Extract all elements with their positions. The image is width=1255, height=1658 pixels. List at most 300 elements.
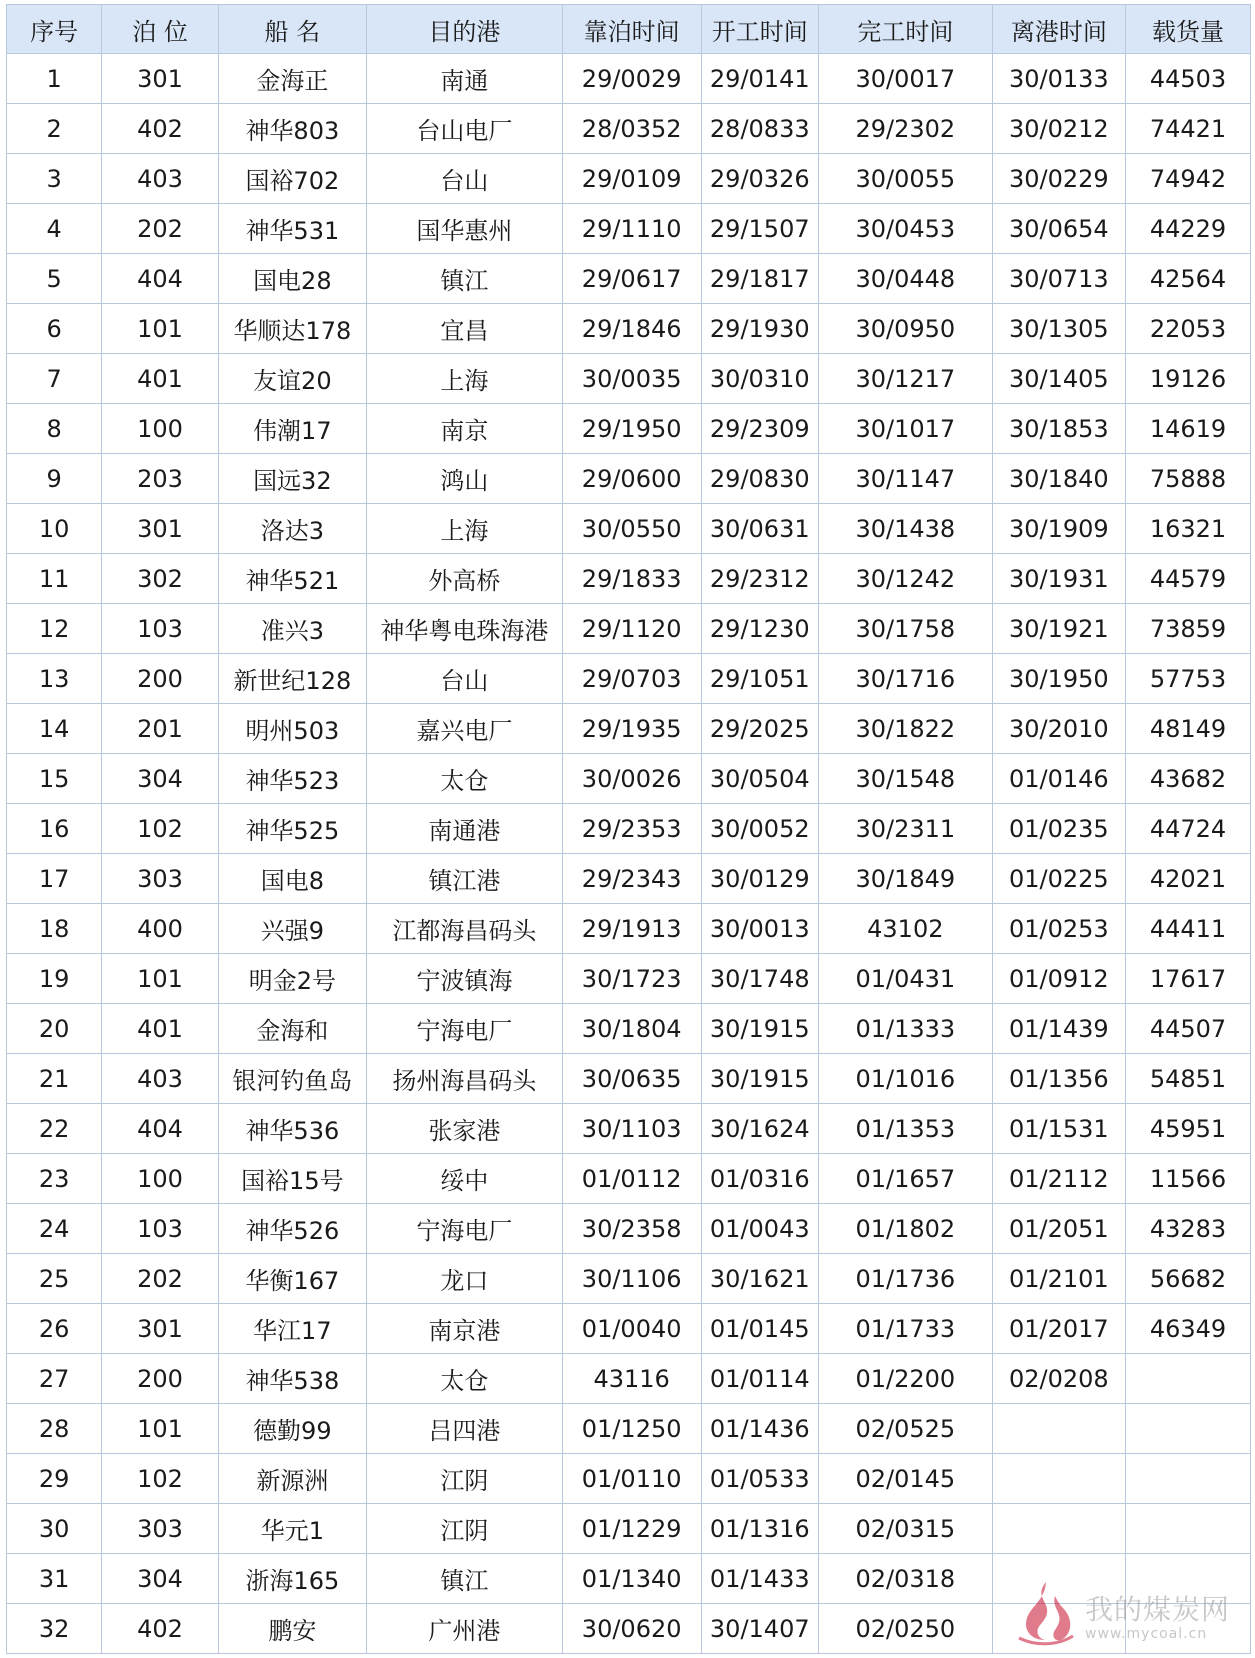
table-row: [7, 1004, 1251, 1054]
table-row: [7, 304, 1251, 354]
cell-berthing-time: 29/1110: [562, 204, 701, 254]
cell-start-time: 30/0310: [701, 354, 819, 404]
cell-berthing-time: 29/1833: [562, 554, 701, 604]
cell-ship-name: 神华531: [218, 204, 366, 254]
cell-departure-time: 30/1950: [992, 654, 1125, 704]
cell-finish-time: 30/1716: [819, 654, 993, 704]
cell-departure-time: 01/0225: [992, 854, 1125, 904]
cell-ship-name: 友谊20: [218, 354, 366, 404]
cell-start-time: 29/0141: [701, 54, 819, 104]
cell-ship-name: 国远32: [218, 454, 366, 504]
cell-ship-name: 神华803: [218, 104, 366, 154]
cell-departure-time: 01/2101: [992, 1254, 1125, 1304]
cell-destination: 龙口: [366, 1254, 562, 1304]
cell-finish-time: 01/1016: [819, 1054, 993, 1104]
cell-berthing-time: 30/0620: [562, 1604, 701, 1654]
cell-start-time: 01/0316: [701, 1154, 819, 1204]
cell-start-time: 29/1507: [701, 204, 819, 254]
cell-departure-time: 01/2112: [992, 1154, 1125, 1204]
cell-destination: 太仓: [366, 1354, 562, 1404]
cell-ship-name: 国电8: [218, 854, 366, 904]
col-header-finish-time: 完工时间: [819, 5, 993, 54]
cell-start-time: 29/2312: [701, 554, 819, 604]
cell-destination: 外高桥: [366, 554, 562, 604]
cell-berth: 304: [102, 1554, 218, 1604]
cell-finish-time: 30/0055: [819, 154, 993, 204]
cell-destination: 南京: [366, 404, 562, 454]
cell-berth: 403: [102, 1054, 218, 1104]
cell-start-time: 01/1316: [701, 1504, 819, 1554]
cell-berthing-time: 01/1229: [562, 1504, 701, 1554]
cell-berthing-time: 29/1120: [562, 604, 701, 654]
cell-start-time: 30/0504: [701, 754, 819, 804]
table-header-row: [7, 5, 1251, 54]
table-row: [7, 1054, 1251, 1104]
cell-index: 15: [7, 754, 102, 804]
cell-cargo: 48149: [1126, 704, 1251, 754]
cell-ship-name: 金海和: [218, 1004, 366, 1054]
cell-finish-time: 02/0145: [819, 1454, 993, 1504]
cell-cargo: 44724: [1126, 804, 1251, 854]
cell-berthing-time: 29/1913: [562, 904, 701, 954]
cell-destination: 宁海电厂: [366, 1204, 562, 1254]
table-row: [7, 1454, 1251, 1504]
cell-destination: 扬州海昌码头: [366, 1054, 562, 1104]
cell-cargo: 16321: [1126, 504, 1251, 554]
cell-berth: 302: [102, 554, 218, 604]
cell-destination: 上海: [366, 504, 562, 554]
cell-start-time: 01/0114: [701, 1354, 819, 1404]
cell-destination: 江阴: [366, 1504, 562, 1554]
cell-destination: 宁海电厂: [366, 1004, 562, 1054]
cell-cargo: 45951: [1126, 1104, 1251, 1154]
col-header-cargo: 载货量: [1126, 5, 1251, 54]
cell-start-time: 29/1930: [701, 304, 819, 354]
cell-berthing-time: 30/1103: [562, 1104, 701, 1154]
cell-berth: 102: [102, 804, 218, 854]
cell-destination: 镇江港: [366, 854, 562, 904]
cell-ship-name: 国裕15号: [218, 1154, 366, 1204]
cell-start-time: 28/0833: [701, 104, 819, 154]
cell-index: 26: [7, 1304, 102, 1354]
cell-index: 13: [7, 654, 102, 704]
cell-berthing-time: 30/0550: [562, 504, 701, 554]
cell-finish-time: 30/2311: [819, 804, 993, 854]
cell-finish-time: 01/0431: [819, 954, 993, 1004]
table-row: [7, 1304, 1251, 1354]
cell-berth: 103: [102, 1204, 218, 1254]
table-row: [7, 1504, 1251, 1554]
cell-ship-name: 新源洲: [218, 1454, 366, 1504]
cell-departure-time: [992, 1454, 1125, 1504]
cell-index: 20: [7, 1004, 102, 1054]
cell-cargo: 43682: [1126, 754, 1251, 804]
cell-destination: 南通: [366, 54, 562, 104]
cell-berth: 202: [102, 1254, 218, 1304]
cell-berthing-time: 30/1723: [562, 954, 701, 1004]
cell-berth: 202: [102, 204, 218, 254]
cell-departure-time: 30/0713: [992, 254, 1125, 304]
cell-departure-time: 01/0253: [992, 904, 1125, 954]
cell-index: 2: [7, 104, 102, 154]
cell-cargo: 14619: [1126, 404, 1251, 454]
table-row: [7, 654, 1251, 704]
cell-start-time: 01/1433: [701, 1554, 819, 1604]
cell-index: 31: [7, 1554, 102, 1604]
cell-finish-time: 02/0250: [819, 1604, 993, 1654]
table-row: [7, 404, 1251, 454]
table-row: [7, 754, 1251, 804]
cell-finish-time: 01/1802: [819, 1204, 993, 1254]
cell-departure-time: 30/1853: [992, 404, 1125, 454]
cell-index: 11: [7, 554, 102, 604]
cell-berthing-time: 43116: [562, 1354, 701, 1404]
cell-berthing-time: 01/0112: [562, 1154, 701, 1204]
cell-departure-time: 30/1909: [992, 504, 1125, 554]
cell-departure-time: 30/1305: [992, 304, 1125, 354]
cell-destination: 宁波镇海: [366, 954, 562, 1004]
cell-departure-time: [992, 1404, 1125, 1454]
cell-start-time: 30/1915: [701, 1054, 819, 1104]
cell-berth: 301: [102, 1304, 218, 1354]
cell-berthing-time: 29/0703: [562, 654, 701, 704]
cell-index: 19: [7, 954, 102, 1004]
cell-destination: 国华惠州: [366, 204, 562, 254]
cell-cargo: 11566: [1126, 1154, 1251, 1204]
cell-berthing-time: 30/2358: [562, 1204, 701, 1254]
cell-finish-time: 30/1242: [819, 554, 993, 604]
cell-index: 29: [7, 1454, 102, 1504]
cell-finish-time: 30/1438: [819, 504, 993, 554]
cell-berth: 100: [102, 1154, 218, 1204]
cell-cargo: 74421: [1126, 104, 1251, 154]
cell-cargo: 56682: [1126, 1254, 1251, 1304]
cell-finish-time: 02/0315: [819, 1504, 993, 1554]
cell-cargo: 54851: [1126, 1054, 1251, 1104]
cell-berthing-time: 29/1950: [562, 404, 701, 454]
cell-destination: 江阴: [366, 1454, 562, 1504]
cell-cargo: 22053: [1126, 304, 1251, 354]
cell-destination: 台山: [366, 654, 562, 704]
cell-berthing-time: 30/1106: [562, 1254, 701, 1304]
cell-departure-time: 30/0212: [992, 104, 1125, 154]
flame-logo-icon: [1011, 1578, 1081, 1650]
watermark: [1003, 1578, 1243, 1650]
cell-ship-name: 神华536: [218, 1104, 366, 1154]
cell-departure-time: 30/1931: [992, 554, 1125, 604]
col-header-berthing-time: 靠泊时间: [562, 5, 701, 54]
cell-berthing-time: 29/1846: [562, 304, 701, 354]
cell-finish-time: 30/1147: [819, 454, 993, 504]
cell-index: 23: [7, 1154, 102, 1204]
cell-berthing-time: 29/0109: [562, 154, 701, 204]
cell-ship-name: 神华526: [218, 1204, 366, 1254]
cell-ship-name: 神华525: [218, 804, 366, 854]
cell-index: 25: [7, 1254, 102, 1304]
cell-departure-time: 30/1840: [992, 454, 1125, 504]
cell-departure-time: 30/1921: [992, 604, 1125, 654]
cell-index: 10: [7, 504, 102, 554]
cell-cargo: 75888: [1126, 454, 1251, 504]
cell-berth: 101: [102, 304, 218, 354]
cell-ship-name: 明金2号: [218, 954, 366, 1004]
cell-cargo: 42564: [1126, 254, 1251, 304]
cell-finish-time: 43102: [819, 904, 993, 954]
table-row: [7, 504, 1251, 554]
table-row: [7, 1104, 1251, 1154]
cell-berthing-time: 01/0040: [562, 1304, 701, 1354]
cell-finish-time: 01/1333: [819, 1004, 993, 1054]
cell-berth: 200: [102, 1354, 218, 1404]
cell-ship-name: 德勤99: [218, 1404, 366, 1454]
table-row: [7, 454, 1251, 504]
cell-start-time: 29/1817: [701, 254, 819, 304]
cell-start-time: 30/1407: [701, 1604, 819, 1654]
table-row: [7, 1354, 1251, 1404]
cell-ship-name: 华元1: [218, 1504, 366, 1554]
cell-ship-name: 神华521: [218, 554, 366, 604]
table-row: [7, 254, 1251, 304]
cell-finish-time: 30/1017: [819, 404, 993, 454]
cell-berthing-time: 30/0026: [562, 754, 701, 804]
cell-destination: 台山电厂: [366, 104, 562, 154]
cell-ship-name: 新世纪128: [218, 654, 366, 704]
cell-cargo: 46349: [1126, 1304, 1251, 1354]
cell-departure-time: 30/0654: [992, 204, 1125, 254]
cell-start-time: 29/0830: [701, 454, 819, 504]
cell-index: 18: [7, 904, 102, 954]
cell-index: 1: [7, 54, 102, 104]
cell-cargo: 17617: [1126, 954, 1251, 1004]
cell-berthing-time: 30/0635: [562, 1054, 701, 1104]
cell-berth: 203: [102, 454, 218, 504]
cell-cargo: 19126: [1126, 354, 1251, 404]
cell-cargo: 73859: [1126, 604, 1251, 654]
cell-ship-name: 国裕702: [218, 154, 366, 204]
table-row: [7, 1404, 1251, 1454]
cell-berth: 404: [102, 1104, 218, 1154]
cell-index: 8: [7, 404, 102, 454]
cell-finish-time: 30/0950: [819, 304, 993, 354]
table-row: [7, 854, 1251, 904]
cell-start-time: 30/0631: [701, 504, 819, 554]
cell-finish-time: 01/1353: [819, 1104, 993, 1154]
table-row: [7, 1254, 1251, 1304]
cell-cargo: [1126, 1504, 1251, 1554]
cell-berthing-time: 30/1804: [562, 1004, 701, 1054]
cell-index: 5: [7, 254, 102, 304]
cell-index: 9: [7, 454, 102, 504]
table-row: [7, 604, 1251, 654]
table-body: [7, 54, 1251, 1654]
cell-berthing-time: 29/2343: [562, 854, 701, 904]
cell-departure-time: 30/0133: [992, 54, 1125, 104]
cell-berth: 100: [102, 404, 218, 454]
cell-index: 30: [7, 1504, 102, 1554]
cell-start-time: 30/1624: [701, 1104, 819, 1154]
cell-finish-time: 30/1548: [819, 754, 993, 804]
cell-ship-name: 明州503: [218, 704, 366, 754]
cell-departure-time: [992, 1504, 1125, 1554]
cell-berth: 402: [102, 1604, 218, 1654]
cell-berthing-time: 29/0617: [562, 254, 701, 304]
cell-destination: 广州港: [366, 1604, 562, 1654]
table-row: [7, 154, 1251, 204]
cell-destination: 南通港: [366, 804, 562, 854]
table-row: [7, 204, 1251, 254]
cell-berth: 103: [102, 604, 218, 654]
cell-destination: 上海: [366, 354, 562, 404]
cell-index: 4: [7, 204, 102, 254]
cell-ship-name: 准兴3: [218, 604, 366, 654]
cell-cargo: [1126, 1404, 1251, 1454]
cell-berthing-time: 29/0029: [562, 54, 701, 104]
table-row: [7, 554, 1251, 604]
cell-departure-time: 01/0912: [992, 954, 1125, 1004]
cell-berth: 404: [102, 254, 218, 304]
cell-berth: 400: [102, 904, 218, 954]
table-row: [7, 54, 1251, 104]
table-row: [7, 104, 1251, 154]
table-row: [7, 1154, 1251, 1204]
cell-finish-time: 02/0318: [819, 1554, 993, 1604]
col-header-berth: 泊 位: [102, 5, 218, 54]
watermark-url: www.mycoal.cn: [1085, 1626, 1208, 1642]
cell-berthing-time: 28/0352: [562, 104, 701, 154]
cell-berth: 401: [102, 1004, 218, 1054]
cell-finish-time: 02/0525: [819, 1404, 993, 1454]
cell-departure-time: 30/1405: [992, 354, 1125, 404]
cell-destination: 吕四港: [366, 1404, 562, 1454]
cell-start-time: 29/2025: [701, 704, 819, 754]
cell-ship-name: 银河钓鱼岛: [218, 1054, 366, 1104]
cell-index: 17: [7, 854, 102, 904]
table-row: [7, 704, 1251, 754]
table-row: [7, 954, 1251, 1004]
cell-berth: 401: [102, 354, 218, 404]
cell-cargo: 42021: [1126, 854, 1251, 904]
cell-berth: 201: [102, 704, 218, 754]
cell-index: 6: [7, 304, 102, 354]
cell-destination: 嘉兴电厂: [366, 704, 562, 754]
cell-berthing-time: 29/2353: [562, 804, 701, 854]
cell-start-time: 01/0145: [701, 1304, 819, 1354]
cell-berthing-time: 01/1340: [562, 1554, 701, 1604]
cell-finish-time: 30/1758: [819, 604, 993, 654]
cell-index: 22: [7, 1104, 102, 1154]
cell-finish-time: 01/1736: [819, 1254, 993, 1304]
cell-destination: 太仓: [366, 754, 562, 804]
cell-ship-name: 国电28: [218, 254, 366, 304]
cell-ship-name: 伟潮17: [218, 404, 366, 454]
cell-start-time: 30/1748: [701, 954, 819, 1004]
cell-departure-time: 01/1356: [992, 1054, 1125, 1104]
cell-start-time: 01/0533: [701, 1454, 819, 1504]
cell-finish-time: 30/1822: [819, 704, 993, 754]
cell-departure-time: 02/0208: [992, 1354, 1125, 1404]
cell-cargo: 44507: [1126, 1004, 1251, 1054]
cell-start-time: 30/0013: [701, 904, 819, 954]
cell-index: 16: [7, 804, 102, 854]
table-row: [7, 804, 1251, 854]
cell-start-time: 30/1915: [701, 1004, 819, 1054]
cell-departure-time: 01/0146: [992, 754, 1125, 804]
col-header-index: 序号: [7, 5, 102, 54]
cell-destination: 台山: [366, 154, 562, 204]
cell-start-time: 30/0129: [701, 854, 819, 904]
cell-start-time: 29/1230: [701, 604, 819, 654]
cell-finish-time: 01/1733: [819, 1304, 993, 1354]
cell-ship-name: 洛达3: [218, 504, 366, 554]
cell-start-time: 29/1051: [701, 654, 819, 704]
cell-index: 12: [7, 604, 102, 654]
cell-ship-name: 华衡167: [218, 1254, 366, 1304]
cell-index: 27: [7, 1354, 102, 1404]
cell-berth: 303: [102, 854, 218, 904]
watermark-site-name: 我的煤炭网: [1085, 1593, 1231, 1626]
cell-cargo: 57753: [1126, 654, 1251, 704]
cell-index: 28: [7, 1404, 102, 1454]
cell-departure-time: 30/0229: [992, 154, 1125, 204]
cell-destination: 镇江: [366, 254, 562, 304]
cell-finish-time: 30/1217: [819, 354, 993, 404]
cell-ship-name: 华顺达178: [218, 304, 366, 354]
cell-index: 32: [7, 1604, 102, 1654]
cell-departure-time: 01/2051: [992, 1204, 1125, 1254]
cell-start-time: 29/0326: [701, 154, 819, 204]
cell-berth: 102: [102, 1454, 218, 1504]
cell-berth: 403: [102, 154, 218, 204]
cell-ship-name: 浙海165: [218, 1554, 366, 1604]
cell-departure-time: 01/2017: [992, 1304, 1125, 1354]
cell-ship-name: 鹏安: [218, 1604, 366, 1654]
cell-berth: 101: [102, 1404, 218, 1454]
cell-cargo: 44503: [1126, 54, 1251, 104]
cell-berthing-time: 01/0110: [562, 1454, 701, 1504]
cell-finish-time: 01/1657: [819, 1154, 993, 1204]
cell-berth: 303: [102, 1504, 218, 1554]
cell-departure-time: 01/1531: [992, 1104, 1125, 1154]
cell-index: 24: [7, 1204, 102, 1254]
cell-cargo: 44579: [1126, 554, 1251, 604]
cell-destination: 神华粤电珠海港: [366, 604, 562, 654]
cell-ship-name: 神华538: [218, 1354, 366, 1404]
cell-index: 3: [7, 154, 102, 204]
cell-index: 21: [7, 1054, 102, 1104]
cell-ship-name: 神华523: [218, 754, 366, 804]
cell-berth: 101: [102, 954, 218, 1004]
cell-cargo: 44411: [1126, 904, 1251, 954]
cell-berth: 301: [102, 504, 218, 554]
cell-berth: 301: [102, 54, 218, 104]
cell-start-time: 01/1436: [701, 1404, 819, 1454]
cell-berth: 200: [102, 654, 218, 704]
cell-start-time: 30/0052: [701, 804, 819, 854]
cell-berth: 402: [102, 104, 218, 154]
cell-cargo: 44229: [1126, 204, 1251, 254]
cell-index: 14: [7, 704, 102, 754]
cell-berth: 304: [102, 754, 218, 804]
cell-finish-time: 30/0453: [819, 204, 993, 254]
cell-departure-time: 01/0235: [992, 804, 1125, 854]
col-header-destination: 目的港: [366, 5, 562, 54]
cell-finish-time: 29/2302: [819, 104, 993, 154]
cell-ship-name: 兴强9: [218, 904, 366, 954]
cell-finish-time: 30/0017: [819, 54, 993, 104]
cell-start-time: 30/1621: [701, 1254, 819, 1304]
cell-finish-time: 30/1849: [819, 854, 993, 904]
cell-berthing-time: 29/1935: [562, 704, 701, 754]
